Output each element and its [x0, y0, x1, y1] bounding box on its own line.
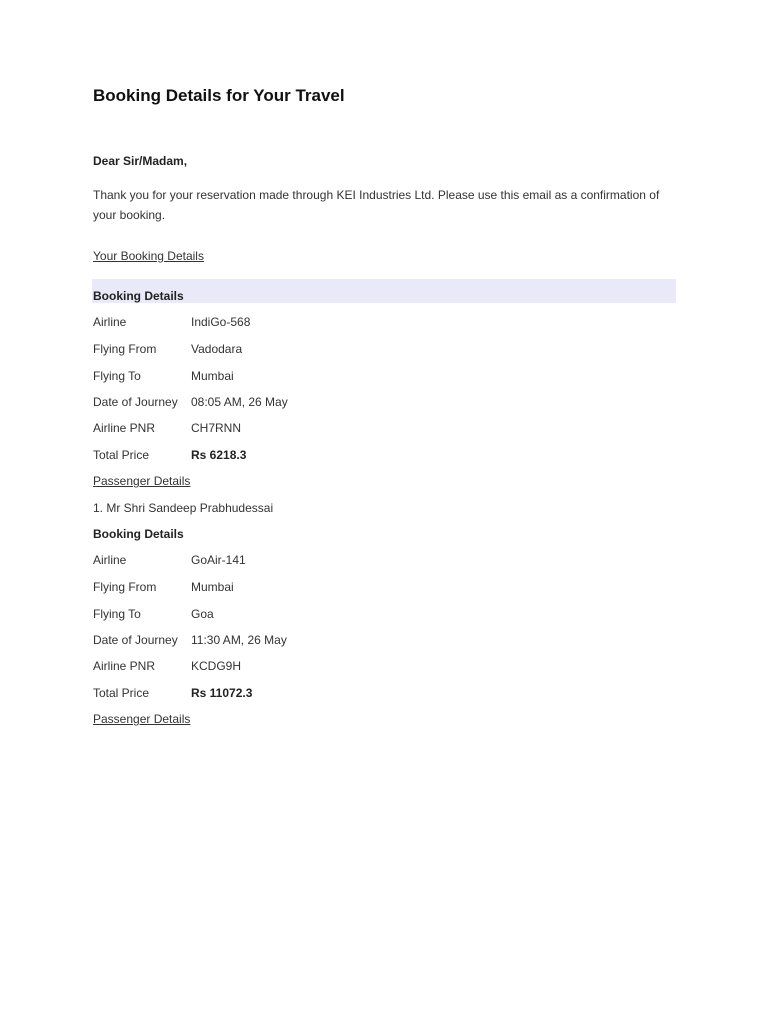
row-label: Airline PNR: [93, 659, 156, 673]
row-label: Airline: [93, 553, 127, 567]
row-value: Mumbai: [191, 369, 234, 383]
row-label: Flying From: [93, 342, 157, 356]
row-label: Airline PNR: [93, 421, 156, 435]
row-value: Mumbai: [191, 580, 234, 594]
total-price-value: Rs 6218.3: [191, 448, 247, 462]
booking-2-passenger-details-link[interactable]: Passenger Details: [93, 712, 191, 726]
row-label: Flying To: [93, 369, 141, 383]
row-value: CH7RNN: [191, 421, 242, 435]
greeting: Dear Sir/Madam,: [93, 154, 188, 168]
booking-1-passenger-details-link[interactable]: Passenger Details: [93, 474, 191, 488]
row-value: GoAir-141: [191, 553, 246, 567]
row-value: 11:30 AM, 26 May: [191, 633, 287, 647]
row-label: Flying To: [93, 607, 141, 621]
row-label: Airline: [93, 315, 127, 329]
row-value: KCDG9H: [191, 659, 242, 673]
row-label: Date of Journey: [93, 395, 178, 409]
your-booking-details-link[interactable]: Your Booking Details: [93, 249, 204, 263]
intro-paragraph: Thank you for your reservation made through KEI Industries Ltd. Please use this email as a confirmation of your booking.: [93, 188, 660, 222]
row-value: IndiGo-568: [191, 315, 251, 329]
row-label: Total Price: [93, 686, 150, 700]
page-title: Booking Details for Your Travel: [93, 86, 345, 105]
row-label: Total Price: [93, 448, 150, 462]
row-label: Date of Journey: [93, 633, 178, 647]
row-value: Vadodara: [191, 342, 243, 356]
booking-1-heading: Booking Details: [93, 289, 184, 303]
row-value: Goa: [191, 607, 214, 621]
row-value: 08:05 AM, 26 May: [191, 395, 288, 409]
passenger-name: 1. Mr Shri Sandeep Prabhudessai: [93, 501, 274, 515]
booking-2-heading: Booking Details: [93, 527, 184, 541]
total-price-value: Rs 11072.3: [191, 686, 253, 700]
row-label: Flying From: [93, 580, 157, 594]
